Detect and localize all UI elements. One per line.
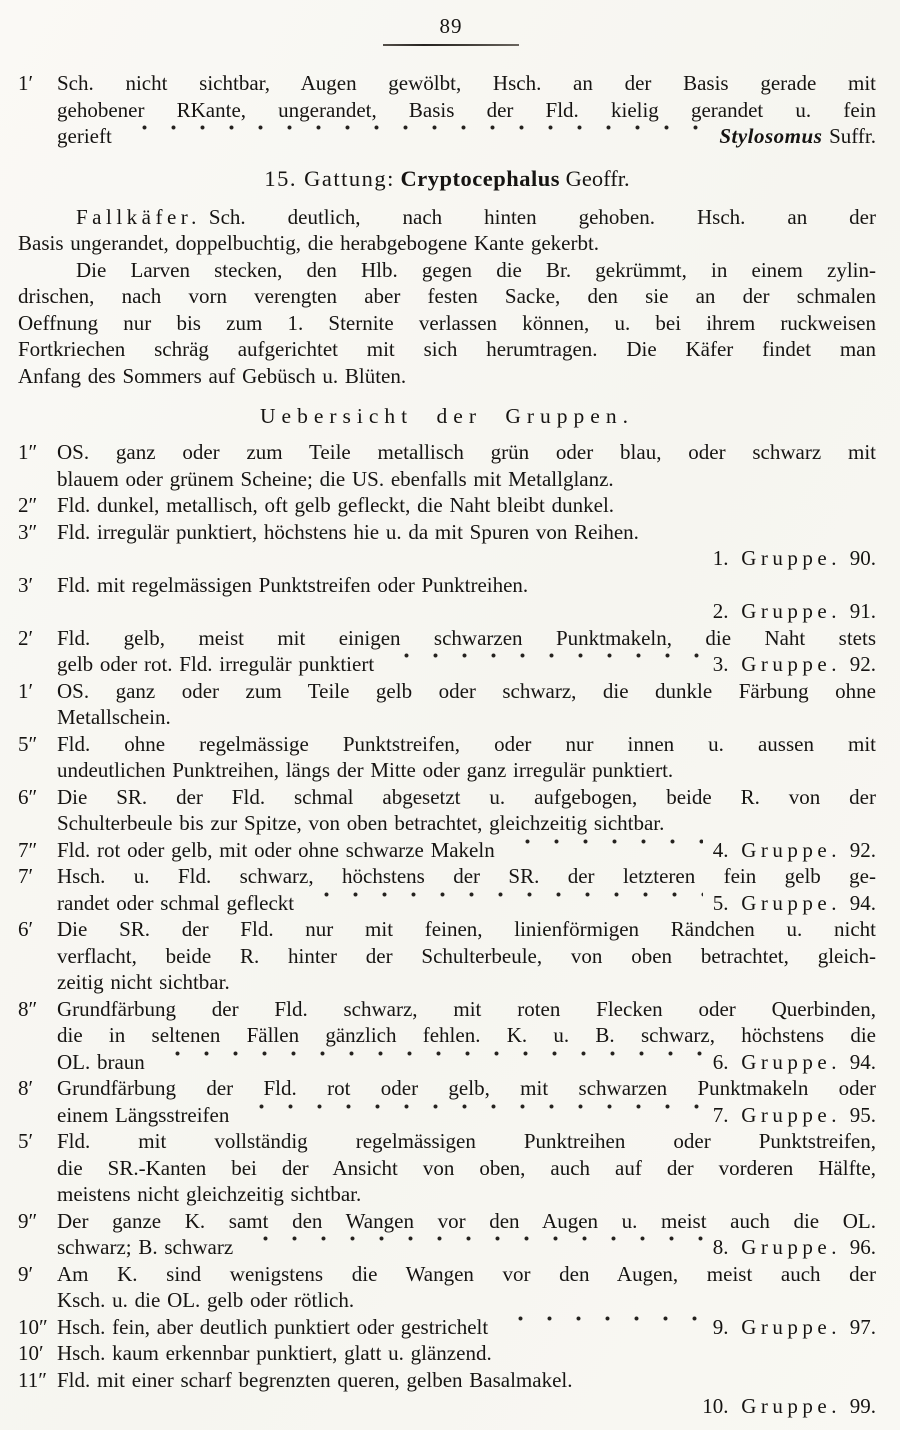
text-line: Metallschein. [57, 705, 171, 729]
text-line: Fld. mit vollständig regelmässigen Punktreihen oder Punktstreifen, [57, 1129, 876, 1153]
text-line: Hsch. u. Fld. schwarz, höchstens der SR. der letzteren fein gelb ge- [57, 864, 876, 888]
group-ref-word: Gruppe. [741, 1049, 841, 1074]
text-line: Fld. mit regelmässigen Punktstreifen oder Punktreihen. [57, 572, 529, 597]
text-line [57, 1314, 876, 1341]
text-line: Schulterbeule bis zur Spitze, von oben betrachtet, gleichzeitig sichtbar. [57, 811, 665, 835]
key-item [18, 572, 876, 625]
group-ref: 10. Gruppe. 99. [702, 1394, 876, 1418]
key-item-marker: 2″ [18, 493, 38, 517]
key-item-body [57, 1208, 876, 1261]
text-line [57, 837, 876, 864]
description-paragraph [18, 257, 876, 390]
text-line: OS. ganz oder zum Teile gelb oder schwarz, die dunkle Färbung ohne [57, 678, 876, 703]
text-line: Die SR. der Fld. schmal abgesetzt u. aufgebogen, beide R. von der [57, 784, 876, 809]
key-item [18, 625, 876, 678]
text-line: die in seltenen Fällen gänzlich fehlen. K. u. B. schwarz, höchstens die [57, 1023, 876, 1047]
key-item-marker: 1′ [18, 678, 34, 703]
group-ref: 9. Gruppe. 97. [712, 1314, 876, 1339]
group-ref: 4. Gruppe. 92. [712, 837, 876, 862]
leader-dots [159, 1049, 703, 1076]
key-item-marker: 5″ [18, 731, 38, 756]
key-item-marker: 7′ [18, 864, 34, 888]
leader-text: einem Längsstreifen [57, 1102, 230, 1127]
key-item [18, 1128, 876, 1208]
key-item [18, 731, 876, 784]
key-item [18, 519, 876, 572]
groups-overview-heading: Uebersicht der Gruppen. [260, 404, 634, 428]
group-ref: 5. Gruppe. 94. [712, 890, 876, 915]
key-item-marker: 3″ [18, 519, 38, 544]
text-line: Der ganze K. samt den Wangen vor den Augen u. meist auch die OL. [57, 1208, 876, 1233]
key-item-body [57, 1367, 876, 1420]
text-line [57, 123, 876, 150]
leader-text: OL. braun [57, 1049, 145, 1074]
key-item-marker: 10′ [18, 1341, 44, 1365]
text-line: drischen, nach vorn verengten aber festen Sacke, den sie an der schmalen [18, 284, 876, 308]
text-line: die SR.-Kanten bei der Ansicht von oben, auch auf der vorderen Hälfte, [57, 1155, 876, 1180]
leader-dots [388, 651, 703, 678]
leader-dots [509, 837, 703, 864]
text-line: Fortkriechen schräg aufgerichtet mit sich herumtragen. Die Käfer findet man [18, 337, 876, 361]
genus-heading [18, 165, 876, 193]
group-ref-word: Gruppe. [741, 837, 841, 862]
group-ref: 6. Gruppe. 94. [712, 1049, 876, 1074]
text-line [57, 1049, 876, 1076]
key-item-body [57, 572, 876, 625]
key-item [18, 784, 876, 837]
key-item [18, 439, 876, 492]
key-item-body [57, 731, 876, 784]
genus-author: Geoffr. [565, 165, 630, 191]
text-line: Die SR. der Fld. nur mit feinen, linienförmigen Rändchen u. nicht [57, 917, 876, 941]
key-item [18, 1208, 876, 1261]
text-line: Fld. irregulär punktiert, höchstens hie u. da mit Spuren von Reihen. [57, 519, 639, 544]
leader-text: Hsch. fein, aber deutlich punktiert oder gestrichelt [57, 1314, 489, 1339]
group-ref: 1. Gruppe. 90. [712, 546, 876, 570]
group-ref: 3. Gruppe. 92. [712, 652, 876, 676]
key-item-marker: 8″ [18, 996, 38, 1021]
key-item-marker: 6″ [18, 784, 38, 809]
key-item [18, 70, 876, 150]
leader-dots [243, 1102, 702, 1129]
taxon-ref: Stylosomus Suffr. [719, 124, 876, 148]
key-item-marker: 1′ [18, 71, 34, 95]
text-line [57, 545, 876, 572]
group-ref: 2. Gruppe. 91. [712, 599, 876, 623]
text-line: meistens nicht gleichzeitig sichtbar. [57, 1182, 362, 1206]
group-ref-word: Gruppe. [741, 1314, 841, 1339]
key-item-body [57, 916, 876, 996]
leader-dots [247, 1234, 703, 1261]
key-item-marker: 5′ [18, 1129, 34, 1153]
description-paragraphs [18, 204, 876, 390]
leader-text: gelb oder rot. Fld. irregulär punktiert [57, 652, 375, 676]
text-line: Grundfärbung der Fld. rot oder gelb, mit schwarzen Punktmakeln oder [57, 1076, 876, 1100]
key-item-marker: 11″ [18, 1367, 47, 1392]
key-item-marker: 8′ [18, 1076, 34, 1100]
text-line: Sch. nicht sichtbar, Augen gewölbt, Hsch. an der Basis gerade mit [57, 71, 876, 95]
text-line: gehobener RKante, ungerandet, Basis der Fld. kielig gerandet u. fein [57, 97, 876, 122]
text-line: Grundfärbung der Fld. schwarz, mit roten Flecken oder Querbinden, [57, 996, 876, 1021]
text-line: OS. ganz oder zum Teile metallisch grün oder blau, oder schwarz mit [57, 440, 876, 464]
key-item [18, 996, 876, 1076]
text-line: Die Larven stecken, den Hlb. gegen die Br. gekrümmt, in einem zylin- [76, 257, 876, 282]
key-item-marker: 2′ [18, 625, 34, 650]
group-ref-word: Gruppe. [741, 1394, 841, 1418]
page-header [18, 14, 876, 46]
leader-text: schwarz; B. schwarz [57, 1235, 234, 1259]
text-line [57, 598, 876, 625]
group-ref: 8. Gruppe. 96. [712, 1235, 876, 1259]
key-item-marker: 3′ [18, 572, 34, 597]
group-ref: 7. Gruppe. 95. [712, 1102, 876, 1127]
text-line [57, 651, 876, 678]
description-paragraph [18, 204, 876, 257]
groups-key-list [18, 439, 876, 1420]
text-line: Fld. ohne regelmässige Punktstreifen, oder nur innen u. aussen mit [57, 731, 876, 756]
text-line [57, 1393, 876, 1420]
genus-name: Cryptocephalus [400, 165, 561, 191]
key-item-marker: 9′ [18, 1261, 34, 1286]
key-item-marker: 10″ [18, 1314, 48, 1339]
text-line: Oeffnung nur bis zum 1. Sternite verlassen können, u. bei ihrem ruckweisen [18, 310, 876, 335]
text-line: Hsch. kaum erkennbar punktiert, glatt u. glänzend. [57, 1341, 492, 1365]
text-line: verflacht, beide R. hinter der Schulterbeule, von oben betrachtet, gleich- [57, 943, 876, 968]
key-item [18, 1367, 876, 1420]
leader-dots [126, 123, 710, 150]
leader-text: gerieft [57, 124, 112, 148]
key-item-marker: 9″ [18, 1208, 38, 1233]
key-item-body [57, 863, 876, 916]
key-item [18, 678, 876, 731]
key-item [18, 1340, 876, 1367]
genus-heading-prefix: 15. Gattung: [264, 165, 395, 191]
text-line [57, 890, 876, 917]
group-ref-word: Gruppe. [741, 546, 841, 570]
page-number-rule [383, 44, 519, 46]
text-line: Fld. mit einer scharf begrenzten queren, gelben Basalmakel. [57, 1367, 573, 1392]
key-item-marker: 6′ [18, 917, 34, 941]
key-item-body [57, 492, 876, 519]
text-line: Basis ungerandet, doppelbuchtig, die herabgebogene Kante gekerbt. [18, 231, 600, 255]
key-item-body [57, 996, 876, 1076]
leader-dots [502, 1314, 703, 1341]
text-line [57, 1234, 876, 1261]
text-line: Fld. gelb, meist mit einigen schwarzen Punktmakeln, die Naht stets [57, 625, 876, 650]
text-line: Fld. dunkel, metallisch, oft gelb gefleckt, die Naht bleibt dunkel. [57, 493, 615, 517]
text-line: Fallkäfer. Sch. deutlich, nach hinten gehoben. Hsch. an der [76, 204, 876, 229]
key-item-stylosomus [18, 70, 876, 150]
key-item [18, 1314, 876, 1341]
key-item [18, 1261, 876, 1314]
key-item-body [57, 1075, 876, 1128]
leader-dots [308, 890, 703, 917]
key-item-body [57, 519, 876, 572]
leader-text: randet oder schmal gefleckt [57, 890, 295, 915]
group-ref-word: Gruppe. [741, 1235, 841, 1259]
key-item [18, 492, 876, 519]
group-ref-word: Gruppe. [741, 1102, 841, 1127]
text-line: Anfang des Sommers auf Gebüsch u. Blüten. [18, 363, 407, 388]
key-item-body [57, 1261, 876, 1314]
key-item-body [57, 784, 876, 837]
group-ref-word: Gruppe. [741, 890, 841, 915]
text-line: blauem oder grünem Scheine; die US. ebenfalls mit Metallglanz. [57, 466, 614, 491]
key-item-body [57, 1340, 876, 1367]
key-item-marker: 1″ [18, 440, 38, 464]
text-line [57, 1102, 876, 1129]
key-item-marker: 7″ [18, 837, 38, 862]
text-line: Am K. sind wenigstens die Wangen vor den Augen, meist auch der [57, 1261, 876, 1286]
key-item [18, 1075, 876, 1128]
text-line: zeitig nicht sichtbar. [57, 970, 230, 994]
key-item-body [57, 625, 876, 678]
leader-text: Fld. rot oder gelb, mit oder ohne schwarze Makeln [57, 837, 495, 862]
text-line: Ksch. u. die OL. gelb oder rötlich. [57, 1288, 355, 1312]
key-item [18, 863, 876, 916]
text-line: undeutlichen Punktreihen, längs der Mitte oder ganz irregulär punktiert. [57, 758, 674, 782]
key-item-body [57, 1128, 876, 1208]
key-item [18, 916, 876, 996]
key-item-body [57, 439, 876, 492]
group-ref-word: Gruppe. [741, 652, 841, 676]
page-number: 89 [439, 14, 463, 38]
key-item-body [57, 678, 876, 731]
key-item-body [57, 1314, 876, 1341]
key-item-body [57, 837, 876, 864]
key-item [18, 837, 876, 864]
key-item-body [57, 70, 876, 150]
group-ref-word: Gruppe. [741, 599, 841, 623]
paragraph-lead-word: Fallkäfer. [76, 204, 201, 229]
taxon-name: Stylosomus [719, 124, 823, 148]
